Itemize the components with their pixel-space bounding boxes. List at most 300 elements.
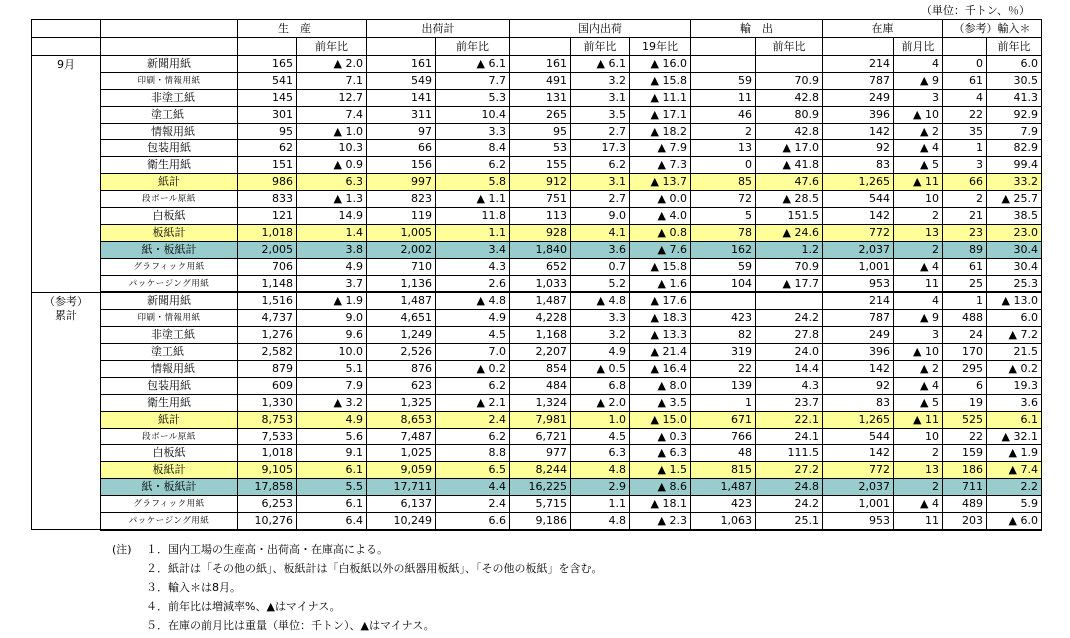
table-cell: ▲ 11.1	[630, 89, 691, 106]
table-cell: 142	[823, 123, 894, 140]
table-cell: 6.8	[571, 377, 630, 394]
table-cell: 24.2	[756, 310, 823, 327]
table-cell: 7.7	[436, 72, 510, 89]
header-corner	[32, 20, 101, 38]
table-cell: 162	[691, 241, 756, 258]
table-cell: 97	[367, 123, 436, 140]
table-cell: 3.8	[297, 241, 367, 258]
table-cell: ▲ 18.3	[630, 310, 691, 327]
table-cell: 3	[894, 327, 943, 344]
table-cell: 82.9	[987, 140, 1042, 157]
table-cell: 1,136	[367, 275, 436, 292]
table-cell: 1,265	[823, 174, 894, 191]
table-cell: 145	[238, 89, 297, 106]
row-label: グラフィック用紙	[101, 496, 238, 513]
header-yoy: 前年比	[436, 38, 510, 56]
table-cell: ▲ 28.5	[756, 191, 823, 208]
table-cell: 1,487	[367, 292, 436, 309]
header-domestic: 国内出荷	[510, 20, 691, 38]
table-cell: 6.3	[297, 174, 367, 191]
table-cell: 0	[943, 56, 987, 73]
table-cell: 876	[367, 361, 436, 378]
table-cell: 711	[943, 479, 987, 496]
table-cell: ▲ 17.0	[756, 140, 823, 157]
row-label: 新聞用紙	[101, 292, 238, 309]
table-cell: 70.9	[756, 258, 823, 275]
table-row	[32, 241, 1042, 258]
table-cell: 5,715	[510, 496, 571, 513]
table-cell: 1,330	[238, 394, 297, 411]
table-cell: ▲ 0.5	[571, 361, 630, 378]
table-cell: 119	[367, 208, 436, 225]
table-cell: 4	[943, 89, 987, 106]
table-cell: 10.3	[297, 140, 367, 157]
table-cell: 22	[943, 428, 987, 445]
table-cell: ▲ 17.6	[630, 292, 691, 309]
table-cell: 7.1	[297, 72, 367, 89]
table-row	[32, 344, 1042, 361]
table-cell: 62	[238, 140, 297, 157]
table-cell	[691, 292, 756, 309]
table-cell: 6.2	[436, 377, 510, 394]
table-cell: 85	[691, 174, 756, 191]
row-label: 非塗工紙	[101, 327, 238, 344]
table-cell: 6.5	[436, 462, 510, 479]
table-cell: 3.1	[571, 174, 630, 191]
row-label: グラフィック用紙	[101, 258, 238, 275]
table-cell: ▲ 15.8	[630, 258, 691, 275]
table-cell: 9.0	[297, 310, 367, 327]
table-cell: ▲ 3.5	[630, 394, 691, 411]
table-cell: ▲ 4.8	[436, 292, 510, 309]
table-cell: 21.5	[987, 344, 1042, 361]
table-cell	[691, 56, 756, 73]
table-cell: 1	[943, 292, 987, 309]
table-cell: 38.5	[987, 208, 1042, 225]
table-cell: 3.7	[297, 275, 367, 292]
table-cell: 156	[367, 157, 436, 174]
table-cell: 928	[510, 224, 571, 241]
table-cell: 1,324	[510, 394, 571, 411]
table-cell: 6.3	[571, 445, 630, 462]
table-cell: 2,582	[238, 344, 297, 361]
table-cell: 9.6	[297, 327, 367, 344]
table-cell: 2.7	[571, 123, 630, 140]
table-cell: 89	[943, 241, 987, 258]
table-cell: 5.2	[571, 275, 630, 292]
table-cell: 4	[894, 56, 943, 73]
row-label: 紙計	[101, 411, 238, 428]
table-cell: ▲ 17.1	[630, 106, 691, 123]
table-row	[32, 56, 1042, 73]
table-cell: 59	[691, 72, 756, 89]
table-cell: 6	[943, 377, 987, 394]
table-cell: 3.2	[571, 327, 630, 344]
row-label: 衛生用紙	[101, 157, 238, 174]
table-cell: 541	[238, 72, 297, 89]
table-cell: 6.1	[297, 462, 367, 479]
table-cell: 14.4	[756, 361, 823, 378]
table-row	[32, 258, 1042, 275]
table-cell: 23.7	[756, 394, 823, 411]
table-cell: ▲ 5	[894, 157, 943, 174]
table-cell: 1,516	[238, 292, 297, 309]
table-cell: ▲ 7.3	[630, 157, 691, 174]
table-cell: 953	[823, 275, 894, 292]
table-cell: ▲ 2	[894, 123, 943, 140]
table-row	[32, 191, 1042, 208]
section-label	[32, 292, 101, 529]
table-cell: 1,148	[238, 275, 297, 292]
table-cell: 3	[943, 157, 987, 174]
table-cell: ▲ 18.1	[630, 496, 691, 513]
row-label: 衛生用紙	[101, 394, 238, 411]
table-cell: 59	[691, 258, 756, 275]
table-cell: ▲ 15.0	[630, 411, 691, 428]
table-cell: 766	[691, 428, 756, 445]
header-mom: 前月比	[894, 38, 943, 56]
table-row	[32, 428, 1042, 445]
table-row	[32, 361, 1042, 378]
table-cell: 4.9	[297, 411, 367, 428]
table-cell	[756, 292, 823, 309]
table-cell: 14.9	[297, 208, 367, 225]
table-cell: 2.2	[987, 479, 1042, 496]
table-cell: 24	[943, 327, 987, 344]
row-label: 印刷・情報用紙	[101, 72, 238, 89]
table-cell: ▲ 11	[894, 411, 943, 428]
table-cell: 4.9	[571, 344, 630, 361]
table-cell: 2.9	[571, 479, 630, 496]
table-cell: 66	[367, 140, 436, 157]
table-cell: 83	[823, 394, 894, 411]
table-cell: 5.8	[436, 174, 510, 191]
table-cell: ▲ 32.1	[987, 428, 1042, 445]
table-cell: ▲ 0.9	[297, 157, 367, 174]
table-cell: 186	[943, 462, 987, 479]
table-cell: 549	[367, 72, 436, 89]
table-cell: 10.4	[436, 106, 510, 123]
header-shipments: 出荷計	[367, 20, 510, 38]
header-row-sub	[32, 38, 1042, 56]
row-label: パッケージング用紙	[101, 513, 238, 530]
table-cell: 24.8	[756, 479, 823, 496]
section-label-line: （参考）	[44, 294, 88, 308]
table-cell: 30.4	[987, 241, 1042, 258]
statistics-table	[31, 19, 1042, 531]
table-cell: 9.1	[297, 445, 367, 462]
table-cell: 1,276	[238, 327, 297, 344]
table-cell: 19.3	[987, 377, 1042, 394]
table-cell: 10,249	[367, 513, 436, 530]
table-cell: 772	[823, 224, 894, 241]
table-row	[32, 292, 1042, 309]
note-item: ４．前年比は増減率%、▲はマイナス。	[146, 600, 341, 613]
table-cell: 6,721	[510, 428, 571, 445]
table-cell: ▲ 4	[894, 496, 943, 513]
table-cell: 0.7	[571, 258, 630, 275]
table-cell: 214	[823, 292, 894, 309]
table-cell: 4,651	[367, 310, 436, 327]
table-cell: ▲ 4	[894, 377, 943, 394]
table-cell: 8,653	[367, 411, 436, 428]
table-cell: 131	[510, 89, 571, 106]
header-yoy: 前年比	[756, 38, 823, 56]
table-cell: 295	[943, 361, 987, 378]
table-cell: 4	[894, 292, 943, 309]
table-cell: ▲ 2	[894, 361, 943, 378]
table-cell: ▲ 0.2	[436, 361, 510, 378]
table-cell: 5.1	[297, 361, 367, 378]
table-cell: 4.9	[297, 258, 367, 275]
table-body	[32, 56, 1042, 530]
table-cell: 161	[510, 56, 571, 73]
table-cell: 3.5	[571, 106, 630, 123]
table-cell: 17,711	[367, 479, 436, 496]
table-cell: 151	[238, 157, 297, 174]
table-cell: 833	[238, 191, 297, 208]
header-export: 輸 出	[691, 20, 823, 38]
table-cell: 92.9	[987, 106, 1042, 123]
table-cell: 12.7	[297, 89, 367, 106]
table-cell: 9,186	[510, 513, 571, 530]
row-label: 段ボール原紙	[101, 428, 238, 445]
table-cell: 4.5	[571, 428, 630, 445]
table-cell: 249	[823, 327, 894, 344]
table-cell: ▲ 10	[894, 344, 943, 361]
table-cell: 10	[894, 191, 943, 208]
note-item: １．国内工場の生産高・出荷高・在庫高による。	[146, 543, 388, 556]
table-cell: ▲ 1.6	[630, 275, 691, 292]
table-cell: 609	[238, 377, 297, 394]
notes-lead: (注)	[112, 543, 132, 556]
note-item: ２．紙計は「その他の紙」、板紙計は「白板紙以外の紙器用板紙」、「その他の板紙」を含む。	[146, 562, 603, 575]
table-cell: 155	[510, 157, 571, 174]
table-cell: 66	[943, 174, 987, 191]
table-cell: 9.0	[571, 208, 630, 225]
table-cell: 3.6	[571, 241, 630, 258]
table-cell: 879	[238, 361, 297, 378]
table-cell: ▲ 2.0	[297, 56, 367, 73]
table-cell: 3.2	[571, 72, 630, 89]
table-cell: 301	[238, 106, 297, 123]
table-row	[32, 310, 1042, 327]
table-cell: 4,737	[238, 310, 297, 327]
row-label: 板紙計	[101, 224, 238, 241]
table-cell: 1,018	[238, 445, 297, 462]
table-cell: ▲ 18.2	[630, 123, 691, 140]
section-label-line: 累計	[55, 308, 77, 322]
table-cell: 24.0	[756, 344, 823, 361]
table-cell: 139	[691, 377, 756, 394]
table-cell: 80.9	[756, 106, 823, 123]
row-label: 段ボール原紙	[101, 191, 238, 208]
table-cell: 815	[691, 462, 756, 479]
table-cell: 6.4	[297, 513, 367, 530]
table-cell: 423	[691, 310, 756, 327]
table-cell: 35	[943, 123, 987, 140]
table-cell	[756, 56, 823, 73]
table-cell: ▲ 1.3	[297, 191, 367, 208]
table-cell: 47.6	[756, 174, 823, 191]
table-cell: ▲ 21.4	[630, 344, 691, 361]
table-cell: 2,002	[367, 241, 436, 258]
table-cell: 2.4	[436, 411, 510, 428]
table-cell: 6.6	[436, 513, 510, 530]
table-row	[32, 513, 1042, 530]
table-cell: 396	[823, 106, 894, 123]
table-cell: 2	[894, 241, 943, 258]
table-cell: 13	[691, 140, 756, 157]
table-cell: 27.2	[756, 462, 823, 479]
table-cell: 1,063	[691, 513, 756, 530]
table-cell: 6,253	[238, 496, 297, 513]
table-cell: ▲ 9	[894, 72, 943, 89]
header-vs-2019: 19年比	[630, 38, 691, 56]
table-cell: 42.8	[756, 123, 823, 140]
table-cell: 13	[894, 224, 943, 241]
row-label: 情報用紙	[101, 123, 238, 140]
table-cell: 121	[238, 208, 297, 225]
table-row	[32, 411, 1042, 428]
table-cell: 1,005	[367, 224, 436, 241]
table-cell: 113	[510, 208, 571, 225]
header-item	[101, 20, 238, 38]
table-cell: 17,858	[238, 479, 297, 496]
table-cell: 17.3	[571, 140, 630, 157]
table-cell: 95	[238, 123, 297, 140]
table-cell: 214	[823, 56, 894, 73]
table-cell: ▲ 7.4	[987, 462, 1042, 479]
table-cell: 25.1	[756, 513, 823, 530]
table-cell: 6,137	[367, 496, 436, 513]
table-cell: 99.4	[987, 157, 1042, 174]
table-cell: 72	[691, 191, 756, 208]
table-cell: 111.5	[756, 445, 823, 462]
table-cell: 751	[510, 191, 571, 208]
table-cell: 82	[691, 327, 756, 344]
table-cell: 396	[823, 344, 894, 361]
table-cell: 33.2	[987, 174, 1042, 191]
row-label: 紙計	[101, 174, 238, 191]
header-production: 生 産	[238, 20, 367, 38]
table-cell: 2.4	[436, 496, 510, 513]
table-cell: 170	[943, 344, 987, 361]
row-label: 塗工紙	[101, 106, 238, 123]
note-item: ３．輸入＊は8月。	[146, 581, 241, 594]
table-cell: 46	[691, 106, 756, 123]
table-cell: 70.9	[756, 72, 823, 89]
table-cell: ▲ 7.6	[630, 241, 691, 258]
table-cell: 854	[510, 361, 571, 378]
table-cell: 7,487	[367, 428, 436, 445]
table-cell: 2,037	[823, 479, 894, 496]
table-cell: 24.2	[756, 496, 823, 513]
header-yoy: 前年比	[571, 38, 630, 56]
table-cell: 1,487	[510, 292, 571, 309]
table-cell: 104	[691, 275, 756, 292]
table-cell: 25.3	[987, 275, 1042, 292]
table-cell: 823	[367, 191, 436, 208]
table-cell: 4.3	[436, 258, 510, 275]
table-cell: 7,981	[510, 411, 571, 428]
table-cell: 5.9	[987, 496, 1042, 513]
table-cell: 2,207	[510, 344, 571, 361]
table-cell: ▲ 0.2	[987, 361, 1042, 378]
table-cell: 92	[823, 377, 894, 394]
table-cell: ▲ 4.0	[630, 208, 691, 225]
table-cell: 2,037	[823, 241, 894, 258]
row-label: 紙・板紙計	[101, 479, 238, 496]
row-label: 非塗工紙	[101, 89, 238, 106]
table-cell: 484	[510, 377, 571, 394]
table-cell: ▲ 8.0	[630, 377, 691, 394]
table-cell: ▲ 4	[894, 258, 943, 275]
table-cell: 544	[823, 428, 894, 445]
row-label: 包装用紙	[101, 377, 238, 394]
table-cell: 2	[894, 208, 943, 225]
table-cell: ▲ 41.8	[756, 157, 823, 174]
table-cell: 24.1	[756, 428, 823, 445]
table-cell: 787	[823, 310, 894, 327]
table-cell: 3.4	[436, 241, 510, 258]
table-cell: 30.5	[987, 72, 1042, 89]
unit-note: （単位：千トン、％）	[920, 4, 1030, 17]
table-cell: 997	[367, 174, 436, 191]
header-inventory: 在庫	[823, 20, 943, 38]
table-cell: 953	[823, 513, 894, 530]
table-cell: 1	[943, 140, 987, 157]
table-cell: ▲ 17.7	[756, 275, 823, 292]
table-cell: 652	[510, 258, 571, 275]
table-cell: 977	[510, 445, 571, 462]
table-cell: ▲ 6.1	[436, 56, 510, 73]
table-cell: 11	[894, 275, 943, 292]
table-row	[32, 224, 1042, 241]
table-cell: 3.3	[436, 123, 510, 140]
table-cell: 3.1	[571, 89, 630, 106]
table-cell: 83	[823, 157, 894, 174]
table-cell: ▲ 2.0	[571, 394, 630, 411]
section-label	[32, 56, 101, 293]
table-row	[32, 462, 1042, 479]
table-cell: 623	[367, 377, 436, 394]
table-cell: 1,840	[510, 241, 571, 258]
row-label: 印刷・情報用紙	[101, 310, 238, 327]
table-cell: ▲ 6.1	[571, 56, 630, 73]
table-cell: 1.4	[297, 224, 367, 241]
table-cell: 4.3	[756, 377, 823, 394]
table-cell: 1,025	[367, 445, 436, 462]
row-label: 新聞用紙	[101, 56, 238, 73]
table-cell: 6.0	[987, 310, 1042, 327]
table-cell: 142	[823, 445, 894, 462]
table-cell: 2,005	[238, 241, 297, 258]
table-cell: 1.1	[436, 224, 510, 241]
table-cell: 2.7	[571, 191, 630, 208]
table-cell: ▲ 1.0	[297, 123, 367, 140]
row-label: 白板紙	[101, 445, 238, 462]
row-label: 包装用紙	[101, 140, 238, 157]
table-cell: 4,228	[510, 310, 571, 327]
table-cell: ▲ 2.1	[436, 394, 510, 411]
table-cell: 11	[691, 89, 756, 106]
table-cell: 78	[691, 224, 756, 241]
table-row	[32, 275, 1042, 292]
table-cell: 1.2	[756, 241, 823, 258]
table-cell: ▲ 16.0	[630, 56, 691, 73]
row-label: パッケージング用紙	[101, 275, 238, 292]
